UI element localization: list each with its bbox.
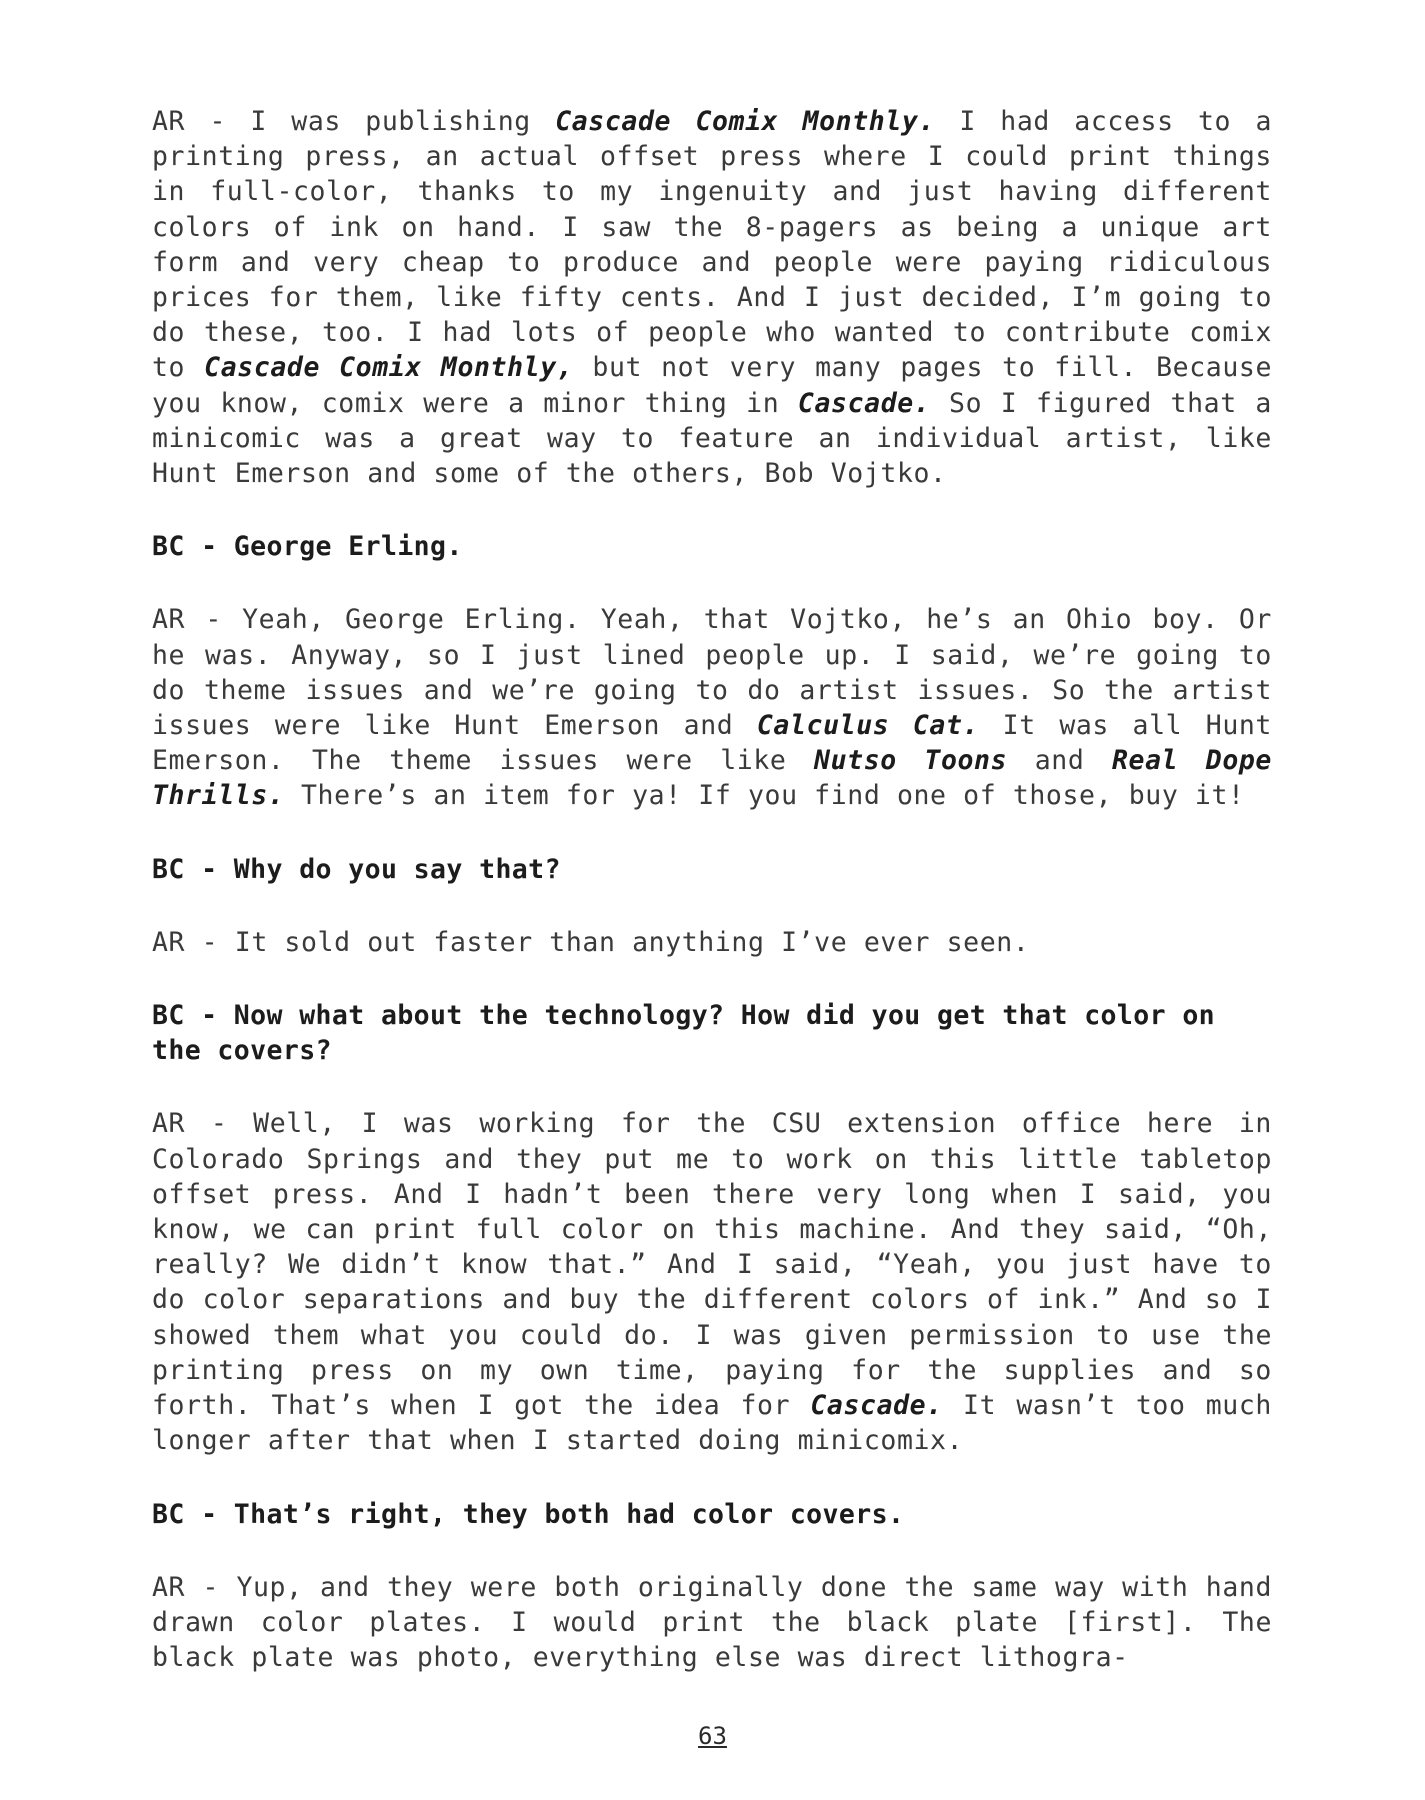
page-number: 63 bbox=[698, 1722, 727, 1750]
paragraph-bc-2 bbox=[152, 852, 1272, 887]
text-segment: AR - Yeah, George Erling. Yeah, that Vojtko, he’s an Ohio boy. Or he was. Anyway, so I just lined people up. I said, we’re going to do theme issues and we’re going to do artist issues. So the artist issues were like Hunt Emerson and bbox=[152, 604, 1272, 742]
italic-title: Cascade Comix Monthly, bbox=[204, 352, 574, 384]
italic-title: Cascade. bbox=[797, 387, 931, 419]
text-segment: BC - Why do you say that? bbox=[152, 853, 561, 885]
paragraph-ar-2 bbox=[152, 602, 1272, 813]
text-segment: It wasn’t too much longer after that when I started doing minicomix. bbox=[152, 1390, 1272, 1457]
text-segment: AR - It sold out faster than anything I’ve ever seen. bbox=[152, 926, 1030, 958]
paragraph-bc-4 bbox=[152, 1497, 1272, 1532]
paragraph-ar-3 bbox=[152, 925, 1272, 960]
text-segment: BC - George Erling. bbox=[152, 531, 463, 563]
italic-title: Real Dope Thrills. bbox=[152, 745, 1272, 812]
text-segment: There’s an item for ya! If you find one of those, buy it! bbox=[284, 780, 1245, 812]
text-segment: and bbox=[1007, 745, 1112, 777]
italic-title: Calculus Cat. bbox=[756, 710, 980, 742]
paragraph-ar-4 bbox=[152, 1106, 1272, 1458]
paragraph-bc-1 bbox=[152, 529, 1272, 564]
text-segment: BC - That’s right, they both had color covers. bbox=[152, 1498, 905, 1530]
text-segment: It was all Hunt Emerson. The theme issues were like bbox=[152, 710, 1272, 777]
italic-title: Cascade. bbox=[810, 1390, 943, 1422]
text-segment: AR - Well, I was working for the CSU extension office here in Colorado Springs and they put me to work on this little tabletop offset press. And I hadn’t been there very long when I said, you know, we can print full color on this machine. And they said, “Oh, really? We didn’t know that.” And I said, “Yeah, you just have to do color separations and buy the different colors of ink.” And so I showed them what you could do. I was given permission to use the printing press on my own time, paying for the supplies and so forth. That’s when I got the idea for bbox=[152, 1108, 1272, 1422]
paragraph-ar-5 bbox=[152, 1570, 1272, 1676]
text-segment: AR - I was publishing bbox=[152, 106, 556, 137]
text-segment: AR - Yup, and they were both originally done the same way with hand drawn color plates. I would print the black plate [first]. The black plate was photo, everything else was direct lithogra- bbox=[152, 1571, 1272, 1674]
text-segment: BC - Now what about the technology? How did you get that color on the covers? bbox=[152, 1000, 1216, 1067]
text-segment: but not very many pages to fill. Because you know, comix were a minor thing in bbox=[152, 352, 1272, 419]
text-segment: So I figured that a minicomic was a great way to feature an individual artist, like Hunt Emerson and some of the others, Bob Vojtko. bbox=[152, 387, 1272, 490]
paragraph-bc-3 bbox=[152, 998, 1272, 1068]
text-segment: I had access to a printing press, an actual offset press where I could print things in full-color, thanks to my ingenuity and just having different colors of ink on hand. I saw the 8-pagers as being a unique art form and very cheap to produce and people were paying ridiculous prices for them, like fifty cents. And I just decided, I’m going to do these, too. I had lots of people who wanted to contribute comix to bbox=[152, 106, 1272, 384]
paragraph-ar-1 bbox=[152, 104, 1272, 491]
italic-title: Cascade Comix Monthly. bbox=[555, 106, 936, 137]
italic-title: Nutso Toons bbox=[814, 745, 1008, 777]
interview-text bbox=[152, 104, 1272, 1713]
